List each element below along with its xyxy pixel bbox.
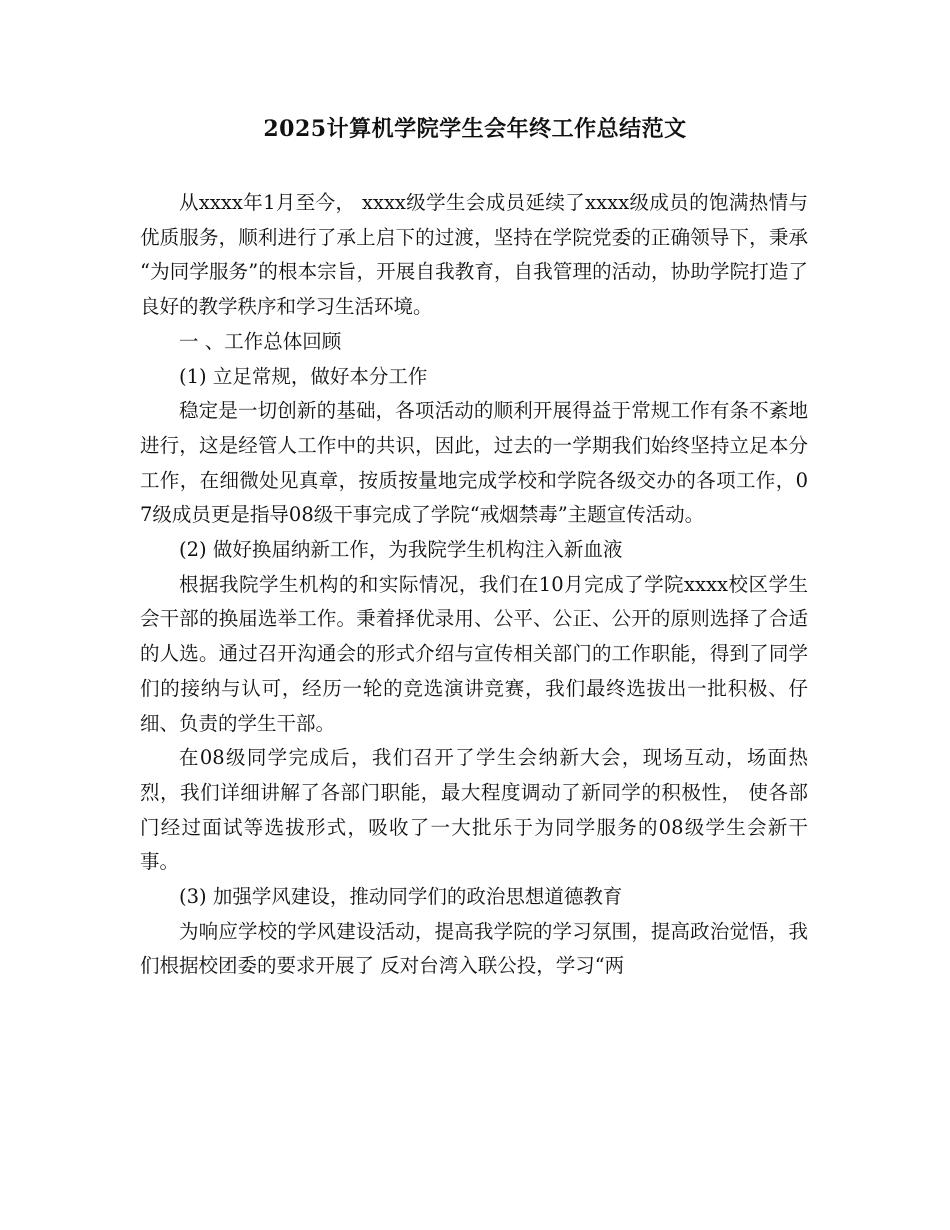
subheading-routine-work: (1) 立足常规，做好本分工作	[179, 364, 428, 388]
paragraph-election: 根据我院学生机构的和实际情况，我们在10月完成了学院xxxx校区学生会干部的换届选举工作。秉着择优录用、公平、公正、公开的原则选择了合适的人选。通过召开沟通会的形式介绍与宣传相关部门的工作职能，得到了同学们的接纳与认可，经历一轮的竞选演讲竞赛，我们最终选拔出一批积极、仔细、负责的学生干部。	[140, 572, 808, 735]
subheading-election: (2) 做好换届纳新工作，为我院学生机构注入新血液	[179, 538, 623, 562]
document-title: 2025计算机学院学生会年终工作总结范文	[263, 116, 687, 142]
document-body	[140, 186, 808, 984]
paragraph-study-style: 为响应学校的学风建设活动，提高我学院的学习氛围，提高政治觉悟，我们根据校团委的要求开展了 反对台湾入联公投，学习“两	[140, 919, 808, 978]
paragraph-routine-work: 稳定是一切创新的基础，各项活动的顺利开展得益于常规工作有条不紊地进行，这是经管人工作中的共识，因此，过去的一学期我们始终坚持立足本分工作，在细微处见真章，按质按量地完成学校和学院各级交办的各项工作，07级成员更是指导08级干事完成了学院“戒烟禁毒”主题宣传活动。	[140, 399, 808, 527]
subheading-study-style: (3) 加强学风建设，推动同学们的政治思想道德教育	[179, 885, 623, 909]
paragraph-intro: 从xxxx年1月至今， xxxx级学生会成员延续了xxxx级成员的饱满热情与优质服务，顺利进行了承上启下的过渡，坚持在学院党委的正确领导下，秉承 “为同学服务”的根本宗旨，开展自我教育，自我管理的活动，协助学院打造了良好的教学秩序和学习生活环境。	[140, 191, 808, 319]
section-heading-review: 一 、工作总体回顾	[179, 329, 342, 353]
paragraph-recruitment: 在08级同学完成后，我们召开了学生会纳新大会，现场互动，场面热烈，我们详细讲解了各部门职能，最大程度调动了新同学的积极性， 使各部门经过面试等选拔形式，吸收了一大批乐于为同学服务的08级学生会新干事。	[140, 746, 808, 874]
